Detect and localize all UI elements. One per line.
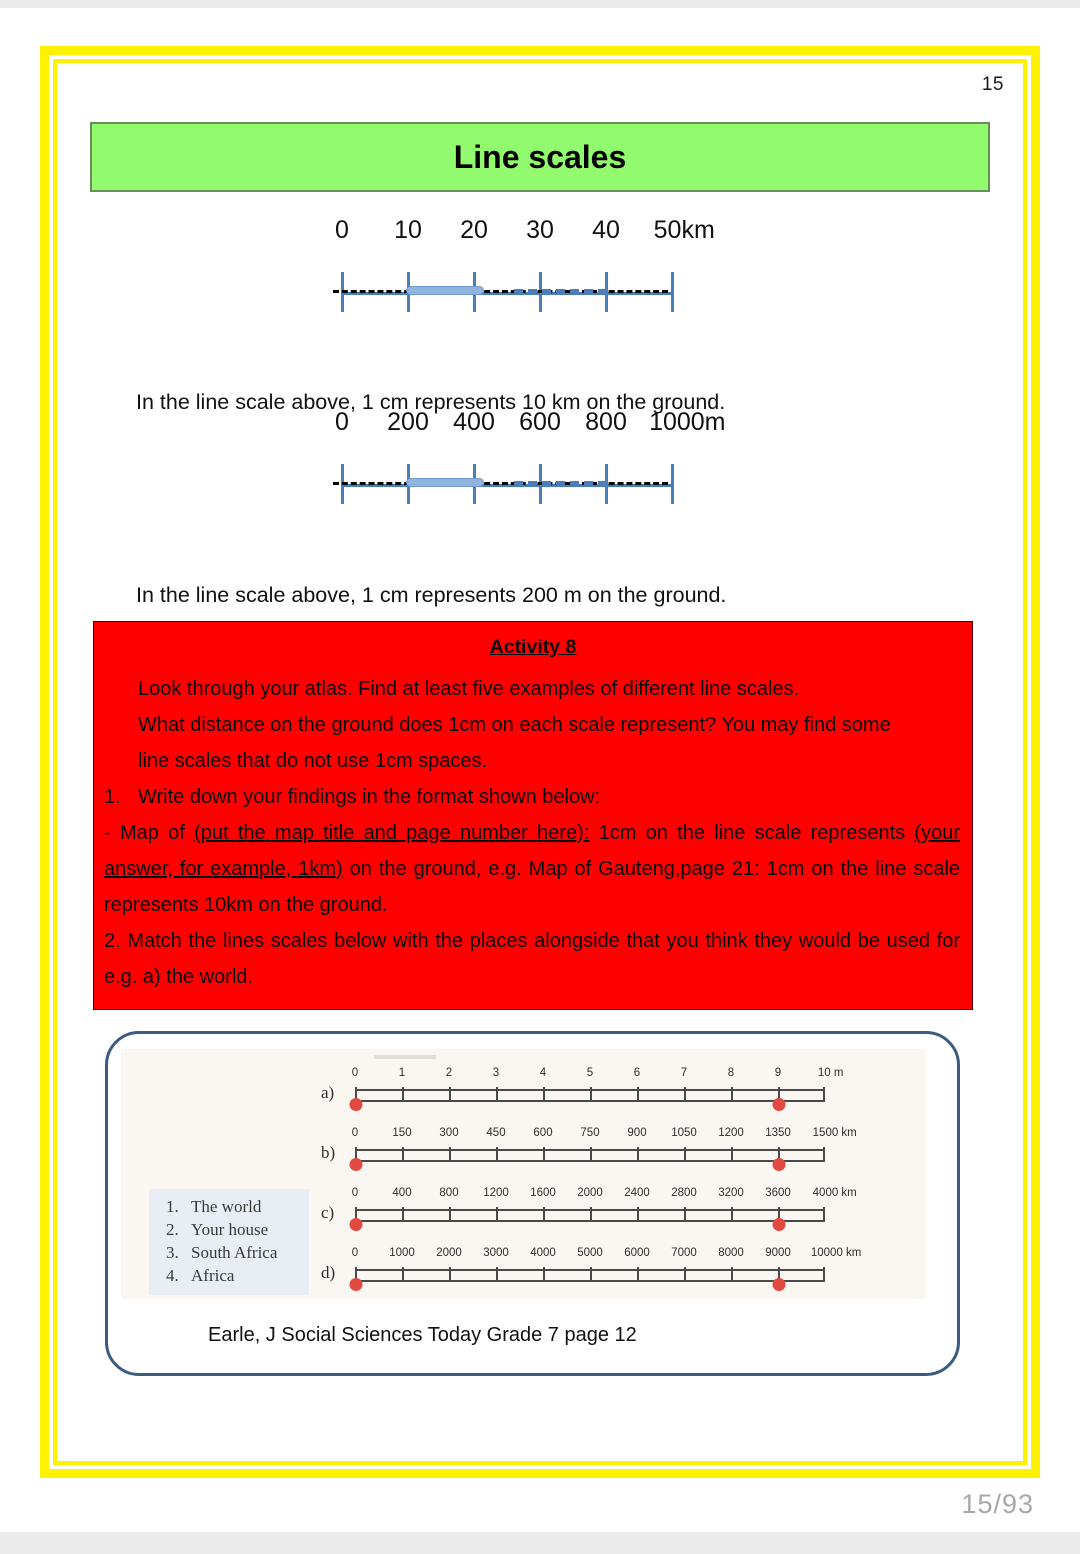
scan-ruler-a-label-9: 9 (774, 1067, 782, 1079)
line-scale-km-caption: In the line scale above, 1 cm represents 10 km on the ground. (136, 390, 726, 414)
scan-ruler-c-letter: c) (321, 1203, 335, 1222)
scale-m-blue-dashes (514, 481, 610, 486)
scan-ruler-c-label-4: 1600 (530, 1187, 556, 1199)
scan-ruler-c-label-8: 3200 (718, 1187, 744, 1199)
scan-ruler-b-bar (355, 1147, 825, 1163)
scan-ruler-d-tick (823, 1267, 825, 1282)
scan-places-list (149, 1189, 309, 1295)
activity-format-line (94, 815, 972, 923)
scale-km-label-0: 0 (335, 216, 349, 244)
scan-place-item (183, 1195, 301, 1218)
document-page (40, 46, 1040, 1478)
scan-ruler-d-label-0: 0 (351, 1247, 359, 1259)
scan-ruler-c-tick (449, 1207, 451, 1222)
scan-ruler-c-label-2: 800 (439, 1187, 459, 1199)
scale-km-label-3: 30 (526, 216, 554, 244)
scan-ruler-d-marker-start (350, 1278, 363, 1291)
scan-ruler-d-bar (355, 1267, 825, 1283)
scale-km-label-2: 20 (460, 216, 488, 244)
scan-ruler-a-label-7: 7 (680, 1067, 688, 1079)
scan-ruler-a-bar (355, 1087, 825, 1103)
scan-ruler-b-labels (351, 1127, 857, 1145)
scan-ruler-a-marker-start (350, 1098, 363, 1111)
scan-place-label-2: Your house (191, 1220, 269, 1239)
scale-km-highlight-segment (406, 286, 484, 295)
scan-image (121, 1049, 926, 1299)
activity-line-3: line scales that do not use 1cm spaces. (138, 750, 488, 772)
scan-ruler-c-tick (684, 1207, 686, 1222)
scan-citation: Earle, J Social Sciences Today Grade 7 page 12 (208, 1324, 637, 1346)
scan-ruler-a-tick (496, 1087, 498, 1102)
scan-ruler-b-label-1: 150 (392, 1127, 412, 1139)
viewer-top-strip (0, 0, 1080, 8)
scale-km-label-1: 10 (394, 216, 422, 244)
scan-ruler-d-tick (496, 1267, 498, 1282)
scan-ruler-a-tick (402, 1087, 404, 1102)
activity-line-1: Look through your atlas. Find at least five examples of different line scales. (138, 678, 800, 700)
scan-place-label-1: The world (191, 1197, 262, 1216)
scan-ruler-a-tick (543, 1087, 545, 1102)
scan-ruler-d-label-3: 3000 (483, 1247, 509, 1259)
scan-ruler-b-marker-end (773, 1158, 786, 1171)
scan-ruler-c-label-7: 2800 (671, 1187, 697, 1199)
line-scale-km-drawing (90, 264, 990, 316)
scan-ruler-b-label-6: 900 (627, 1127, 647, 1139)
scan-ruler-d-tick (731, 1267, 733, 1282)
scale-m-highlight-segment (406, 478, 484, 487)
scan-ruler-d-tick (637, 1267, 639, 1282)
scan-ruler-d-tick (449, 1267, 451, 1282)
scan-ruler-c-labels (351, 1187, 857, 1205)
scan-ruler-d-label-2: 2000 (436, 1247, 462, 1259)
scan-ruler-a-label-6: 6 (633, 1067, 641, 1079)
scale-m-label-1: 200 (387, 408, 429, 436)
scan-place-item (183, 1241, 301, 1264)
scan-ruler-d-tick (590, 1267, 592, 1282)
scan-ruler-b-letter: b) (321, 1143, 336, 1162)
scan-ruler-a-marker-end (773, 1098, 786, 1111)
scan-ruler-a-labels (351, 1067, 844, 1085)
scan-ruler-d-label-5: 5000 (577, 1247, 603, 1259)
scan-ruler-c-label-0: 0 (351, 1187, 359, 1199)
scan-ruler-d (321, 1247, 886, 1304)
scale-m-label-2: 400 (453, 408, 495, 436)
scan-ruler-d-tick (684, 1267, 686, 1282)
scan-ruler-a-label-1: 1 (398, 1067, 406, 1079)
page-indicator: 15/93 (961, 1489, 1034, 1519)
activity-format-mid: 1cm on the line scale represents (589, 822, 915, 844)
scan-card (105, 1031, 960, 1376)
scan-ruler-c-tick (731, 1207, 733, 1222)
scan-ruler-b-label-3: 450 (486, 1127, 506, 1139)
scan-ruler-b-tick (684, 1147, 686, 1162)
scan-ruler-d-label-10: 10000 km (810, 1247, 862, 1259)
scan-ruler-b-tick (823, 1147, 825, 1162)
scan-ruler-a-letter: a) (321, 1083, 335, 1102)
scan-ruler-b-label-7: 1050 (671, 1127, 697, 1139)
scan-ruler-c-tick (590, 1207, 592, 1222)
scan-place-label-3: South Africa (191, 1243, 278, 1262)
scan-ruler-a-tick (637, 1087, 639, 1102)
scan-ruler-b (321, 1127, 886, 1184)
activity-item-1-number: 1. (104, 786, 121, 808)
scan-ruler-a-tick (823, 1087, 825, 1102)
scan-ruler-d-letter: d) (321, 1263, 336, 1282)
scan-ruler-c-tick (543, 1207, 545, 1222)
scan-ruler-c-label-9: 3600 (765, 1187, 791, 1199)
scale-m-dashed-overlay (333, 482, 668, 485)
activity-item-1-text: Write down your findings in the format shown below: (138, 786, 601, 808)
scale-m-label-3: 600 (519, 408, 561, 436)
scan-ruler-b-label-0: 0 (351, 1127, 359, 1139)
scan-ruler-a-label-2: 2 (445, 1067, 453, 1079)
scan-ruler-c-label-10: 4000 km (812, 1187, 857, 1199)
line-scale-figure-km (90, 216, 990, 326)
line-scale-m-drawing (90, 456, 990, 508)
scale-km-tick-5 (671, 272, 674, 312)
activity-item-1 (94, 779, 972, 815)
scan-ruler-a-label-0: 0 (351, 1067, 359, 1079)
activity-line-2: What distance on the ground does 1cm on each scale represent? You may find some (138, 714, 891, 736)
scan-ruler-a (321, 1067, 886, 1124)
scan-ruler-b-label-9: 1350 (765, 1127, 791, 1139)
activity-title: Activity 8 (489, 636, 577, 658)
activity-format-underline-1: (put the map title and page number here): (194, 822, 590, 844)
scan-ruler-b-tick (637, 1147, 639, 1162)
scan-ruler-c-tick (637, 1207, 639, 1222)
scan-place-label-4: Africa (191, 1266, 235, 1285)
scan-ruler-a-tick (590, 1087, 592, 1102)
scale-m-label-5: 1000m (649, 408, 726, 436)
scale-km-dashed-overlay (333, 290, 668, 293)
activity-format-pre: - Map of (104, 822, 195, 844)
line-scale-figure-m (90, 408, 990, 518)
line-scale-m-caption: In the line scale above, 1 cm represents 200 m on the ground. (136, 583, 727, 607)
scan-ruler-c-tick (402, 1207, 404, 1222)
scan-ruler-a-tick (449, 1087, 451, 1102)
scan-ruler-c (321, 1187, 886, 1244)
scan-ruler-b-label-4: 600 (533, 1127, 553, 1139)
scan-ruler-a-label-5: 5 (586, 1067, 594, 1079)
scan-ruler-b-label-10: 1500 km (812, 1127, 857, 1139)
scan-ruler-c-marker-end (773, 1218, 786, 1231)
page-title: Line scales (453, 138, 627, 175)
scan-ruler-b-marker-start (350, 1158, 363, 1171)
scan-smudge (374, 1055, 436, 1059)
page-number: 15 (981, 74, 1004, 95)
scan-ruler-b-label-8: 1200 (718, 1127, 744, 1139)
viewer-bottom-strip (0, 1532, 1080, 1554)
activity-box (93, 621, 973, 1010)
scan-ruler-b-tick (449, 1147, 451, 1162)
scale-m-tick-5 (671, 464, 674, 504)
scan-ruler-d-marker-end (773, 1278, 786, 1291)
scan-place-item (183, 1264, 301, 1287)
scan-ruler-c-label-3: 1200 (483, 1187, 509, 1199)
scale-km-label-5: 50km (653, 216, 715, 244)
scale-m-label-4: 800 (585, 408, 627, 436)
scan-ruler-a-label-10: 10 m (817, 1067, 844, 1079)
scan-ruler-c-bar (355, 1207, 825, 1223)
page-title-banner (90, 122, 990, 192)
scale-km-blue-dashes (514, 289, 610, 294)
scan-ruler-b-label-5: 750 (580, 1127, 600, 1139)
scan-ruler-d-tick (402, 1267, 404, 1282)
activity-format-post: on the ground, e.g. Map of Gauteng,page 21: 1cm on the line scale represents 10km on the ground. (104, 858, 961, 916)
scan-ruler-c-label-5: 2000 (577, 1187, 603, 1199)
scan-ruler-b-tick (402, 1147, 404, 1162)
scan-ruler-b-tick (543, 1147, 545, 1162)
scan-ruler-b-label-2: 300 (439, 1127, 459, 1139)
scan-ruler-d-label-8: 8000 (718, 1247, 744, 1259)
scan-ruler-c-tick (496, 1207, 498, 1222)
scale-m-label-0: 0 (335, 408, 349, 436)
scan-ruler-d-label-9: 9000 (765, 1247, 791, 1259)
scan-ruler-d-label-4: 4000 (530, 1247, 556, 1259)
scan-ruler-a-label-3: 3 (492, 1067, 500, 1079)
scan-place-item (183, 1218, 301, 1241)
activity-format-underline-2: (your answer, for example, 1km) (104, 822, 960, 880)
scan-ruler-a-label-4: 4 (539, 1067, 547, 1079)
scan-ruler-a-tick (684, 1087, 686, 1102)
line-scale-m-labels (90, 408, 990, 444)
line-scale-km-labels (90, 216, 990, 252)
scan-ruler-a-tick (731, 1087, 733, 1102)
scan-ruler-b-tick (590, 1147, 592, 1162)
scan-ruler-b-tick (496, 1147, 498, 1162)
scan-ruler-c-label-6: 2400 (624, 1187, 650, 1199)
scan-ruler-b-tick (731, 1147, 733, 1162)
scan-ruler-d-label-1: 1000 (389, 1247, 415, 1259)
scan-ruler-d-labels (351, 1247, 862, 1265)
scale-km-label-4: 40 (592, 216, 620, 244)
scan-ruler-c-label-1: 400 (392, 1187, 412, 1199)
scan-ruler-d-label-7: 7000 (671, 1247, 697, 1259)
activity-item-2: 2. Match the lines scales below with the places alongside that you think they would be used for e.g. a) the world. (104, 930, 960, 988)
scan-ruler-c-marker-start (350, 1218, 363, 1231)
scan-ruler-c-tick (823, 1207, 825, 1222)
scan-ruler-d-label-6: 6000 (624, 1247, 650, 1259)
scan-ruler-d-tick (543, 1267, 545, 1282)
scan-ruler-a-label-8: 8 (727, 1067, 735, 1079)
